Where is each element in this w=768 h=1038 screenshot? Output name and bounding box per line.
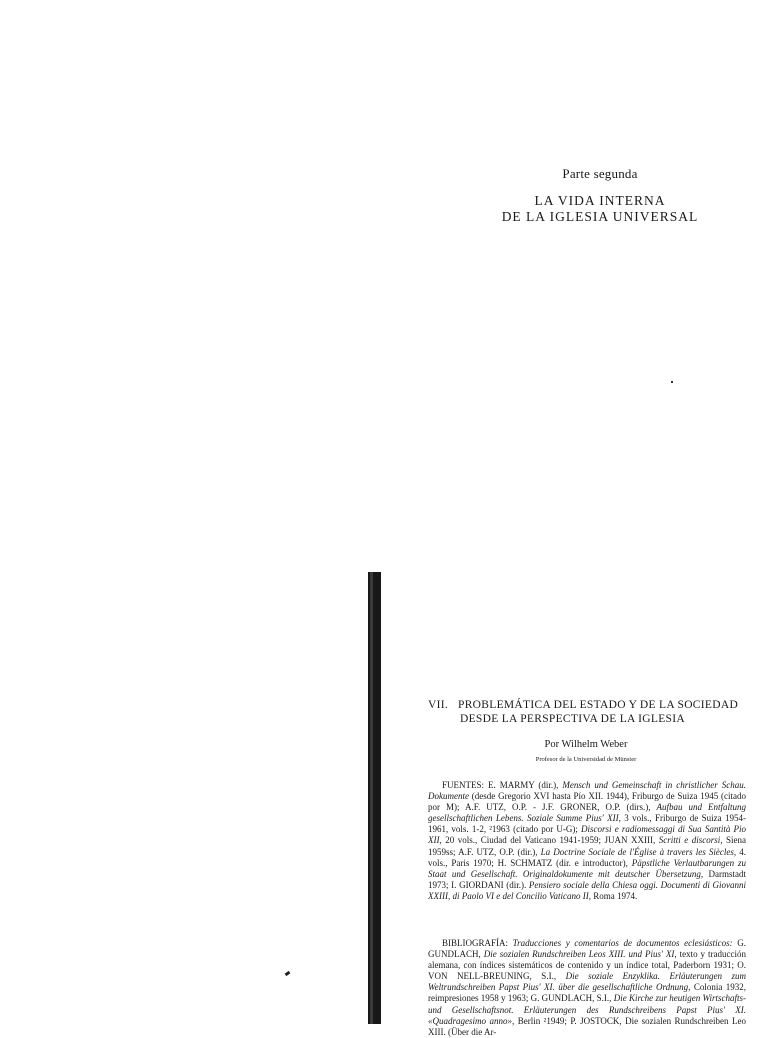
chapter-title-line-1: PROBLEMÁTICA DEL ESTADO Y DE LA SOCIEDAD xyxy=(458,699,739,711)
text-segment: (desde Gregorio XVI hasta Pío XII. 1944), Friburgo de Suiza 1945 (citado por M); A.F. UTZ, O.P. - J.F. GRONER, O.P. (dirs.), xyxy=(428,791,746,813)
sources-paragraph xyxy=(428,780,746,902)
text-segment: texto y traducción alemana, con índices sistemáticos de contenido y un índice total, Paderborn 1931; O. VON NELL-BREUNING, S.I., xyxy=(428,949,747,982)
text-segment: Päpstliche Verlautbarungen zu Staat und Gesellschaft. Originaldokumente mit deutscher Übersetzung, xyxy=(428,857,746,879)
bibliography-paragraph xyxy=(428,938,746,1038)
chapter-title-line-2: DESDE LA PERSPECTIVA DE LA IGLESIA xyxy=(460,713,685,725)
chapter-number: VII. xyxy=(428,699,449,711)
page-binding-shadow xyxy=(368,572,381,1024)
text-segment: E. MARMY (dir.), xyxy=(484,780,563,790)
text-segment: Mensch und Gemeinschaft in christlicher Schau. Dokumente xyxy=(428,780,747,802)
text-segment: Pensiero sociale della Chiesa oggi. Documenti di Giovanni XXIII, di Paolo VI e del Concilio Vaticano II, xyxy=(428,879,746,901)
bibliography-text xyxy=(428,938,746,1037)
text-segment: Roma 1974. xyxy=(590,890,638,901)
text-segment: 3 vols., Friburgo de Suiza 1954-1961, vols. 1-2, ²1963 (citado por U-G); xyxy=(428,813,747,835)
text-segment: Siena 1959ss; A.F. UTZ, O.P. (dir.), xyxy=(428,835,747,857)
part-label: Parte segunda xyxy=(562,166,638,181)
text-segment: Die Kirche zur heutigen Wirtschafts- und Gesellschaftsnot. Erläuterungen des Rundschreibens Papst Pius' XI. «Quadragesimo anno», xyxy=(428,993,747,1026)
text-segment: G. GUNDLACH, xyxy=(428,938,746,960)
text-segment: Die sozialen Rundschreiben Leos XIII. und Pius' XI, xyxy=(483,949,677,960)
scan-speck xyxy=(671,381,673,383)
text-segment: Darmstadt 1973; I. GIORDANI (dir.). xyxy=(428,868,746,890)
sources-heading: FUENTES: xyxy=(442,780,485,790)
text-segment: Die soziale Enzyklika. Erläuterungen zum Weltrundschreiben Papst Pius' XI. über die gesellschaftliche Ordnung, xyxy=(428,971,746,993)
part-title-line-2: DE LA IGLESIA UNIVERSAL xyxy=(501,209,699,224)
author-affiliation: Profesor de la Universidad de Münster xyxy=(535,756,637,763)
chapter-title xyxy=(428,698,750,726)
chapter-author: Por Wilhelm Weber xyxy=(544,739,628,750)
text-segment: 20 vols., Ciudad del Vaticano 1941-1959; JUAN XXIII, xyxy=(441,835,659,846)
text-segment: Berlin ²1949; P. JOSTOCK, Die sozialen Rundschreiben Leo XIII. (Über die Ar- xyxy=(428,1015,747,1037)
text-segment: Colonia 1932, reimpresiones 1958 y 1963; G. GUNDLACH, S.I., xyxy=(428,982,746,1004)
text-segment: Discorsi e radiomessaggi di Sua Santità Pio XII, xyxy=(428,824,746,846)
bibliography-heading: BIBLIOGRAFÍA: xyxy=(442,938,509,948)
text-segment: Traducciones y comentarios de documentos eclesiásticos: xyxy=(508,938,733,948)
text-segment: Aufbau und Entfaltung gesellschaftlichen Lebens. Soziale Summe Pius' XII, xyxy=(428,802,747,824)
text-segment: La Doctrine Sociale de l'Église à travers les Siècles, xyxy=(540,846,737,857)
text-segment: Scritti e discorsi, xyxy=(658,835,723,846)
part-title-line-1: LA VIDA INTERNA xyxy=(534,193,666,208)
sources-text xyxy=(428,780,746,901)
text-segment: 4. vols., Paris 1970; H. SCHMATZ (dir. e introductor), xyxy=(428,846,747,868)
scan-speck xyxy=(285,971,291,976)
